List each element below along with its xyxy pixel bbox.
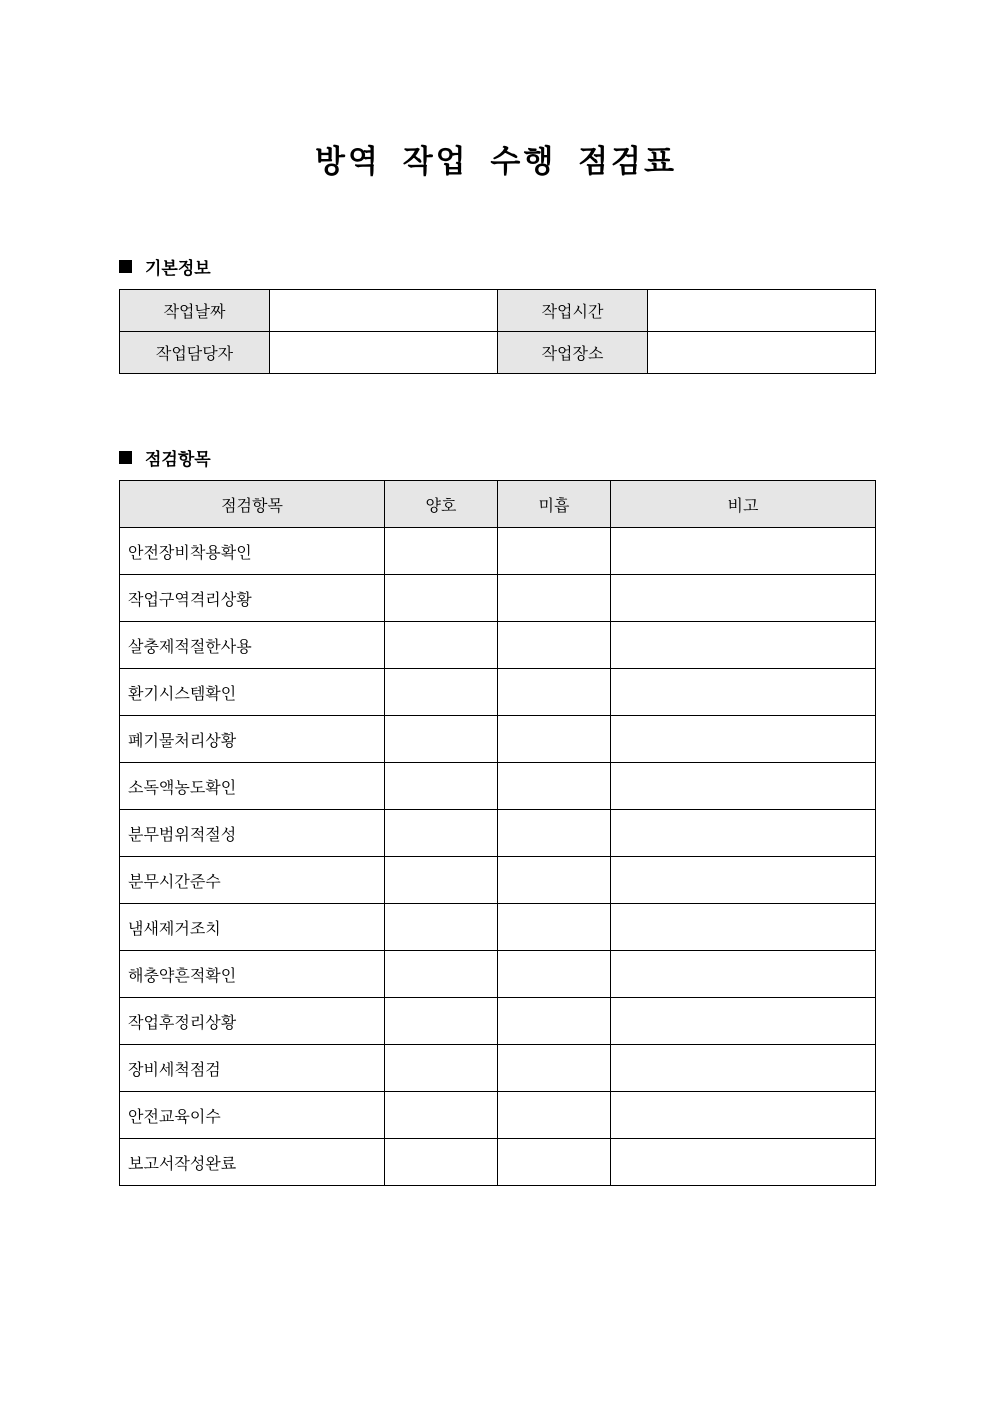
table-row	[120, 1045, 876, 1092]
check-item-label: 보고서작성완료	[120, 1139, 385, 1186]
table-row	[120, 1139, 876, 1186]
note-cell[interactable]	[611, 904, 876, 951]
check-item-label: 장비세척점검	[120, 1045, 385, 1092]
table-row	[120, 575, 876, 622]
note-cell[interactable]	[611, 810, 876, 857]
note-cell[interactable]	[611, 669, 876, 716]
note-cell[interactable]	[611, 763, 876, 810]
table-row	[120, 528, 876, 575]
page-title: 방역 작업 수행 점검표	[315, 144, 677, 180]
poor-check-cell[interactable]	[498, 1139, 611, 1186]
section-heading-label: 점검항목	[145, 450, 211, 470]
note-cell[interactable]	[611, 528, 876, 575]
note-cell[interactable]	[611, 1092, 876, 1139]
poor-check-cell[interactable]	[498, 763, 611, 810]
check-item-label: 환기시스템확인	[120, 669, 385, 716]
good-check-cell[interactable]	[385, 951, 498, 998]
note-cell[interactable]	[611, 1045, 876, 1092]
work-place-label: 작업장소	[498, 332, 648, 374]
note-cell[interactable]	[611, 1139, 876, 1186]
good-check-cell[interactable]	[385, 575, 498, 622]
good-check-cell[interactable]	[385, 763, 498, 810]
table-row	[120, 904, 876, 951]
check-item-label: 냄새제거조치	[120, 904, 385, 951]
good-check-cell[interactable]	[385, 716, 498, 763]
header-note: 비고	[611, 481, 876, 528]
poor-check-cell[interactable]	[498, 951, 611, 998]
good-check-cell[interactable]	[385, 857, 498, 904]
check-item-label: 안전장비착용확인	[120, 528, 385, 575]
poor-check-cell[interactable]	[498, 857, 611, 904]
header-good: 양호	[385, 481, 498, 528]
poor-check-cell[interactable]	[498, 575, 611, 622]
good-check-cell[interactable]	[385, 1045, 498, 1092]
check-item-label: 작업구역격리상황	[120, 575, 385, 622]
table-row	[120, 290, 876, 332]
poor-check-cell[interactable]	[498, 716, 611, 763]
good-check-cell[interactable]	[385, 669, 498, 716]
good-check-cell[interactable]	[385, 810, 498, 857]
check-item-label: 작업후정리상황	[120, 998, 385, 1045]
worker-label: 작업담당자	[120, 332, 270, 374]
section-heading-label: 기본정보	[145, 259, 211, 279]
poor-check-cell[interactable]	[498, 904, 611, 951]
table-header-row	[120, 481, 876, 528]
work-place-field[interactable]	[648, 332, 876, 374]
work-time-field[interactable]	[648, 290, 876, 332]
poor-check-cell[interactable]	[498, 1045, 611, 1092]
table-row	[120, 622, 876, 669]
work-date-label: 작업날짜	[120, 290, 270, 332]
check-item-label: 살충제적절한사용	[120, 622, 385, 669]
check-item-label: 분무범위적절성	[120, 810, 385, 857]
good-check-cell[interactable]	[385, 904, 498, 951]
square-bullet-icon	[119, 260, 132, 273]
checklist-table	[119, 480, 876, 1186]
good-check-cell[interactable]	[385, 998, 498, 1045]
work-date-field[interactable]	[270, 290, 498, 332]
table-row	[120, 998, 876, 1045]
header-item: 점검항목	[120, 481, 385, 528]
good-check-cell[interactable]	[385, 528, 498, 575]
table-row	[120, 1092, 876, 1139]
check-item-label: 분무시간준수	[120, 857, 385, 904]
header-poor: 미흡	[498, 481, 611, 528]
poor-check-cell[interactable]	[498, 669, 611, 716]
check-item-label: 안전교육이수	[120, 1092, 385, 1139]
check-item-label: 소독액농도확인	[120, 763, 385, 810]
poor-check-cell[interactable]	[498, 528, 611, 575]
section-heading-check-items	[119, 445, 211, 470]
table-row	[120, 763, 876, 810]
check-item-label: 폐기물처리상황	[120, 716, 385, 763]
note-cell[interactable]	[611, 857, 876, 904]
poor-check-cell[interactable]	[498, 1092, 611, 1139]
table-row	[120, 810, 876, 857]
good-check-cell[interactable]	[385, 1139, 498, 1186]
table-row	[120, 716, 876, 763]
table-row	[120, 669, 876, 716]
note-cell[interactable]	[611, 998, 876, 1045]
note-cell[interactable]	[611, 951, 876, 998]
table-row	[120, 951, 876, 998]
section-heading-basic-info	[119, 254, 211, 279]
note-cell[interactable]	[611, 716, 876, 763]
worker-field[interactable]	[270, 332, 498, 374]
table-row	[120, 332, 876, 374]
basic-info-table	[119, 289, 876, 374]
poor-check-cell[interactable]	[498, 998, 611, 1045]
work-time-label: 작업시간	[498, 290, 648, 332]
good-check-cell[interactable]	[385, 1092, 498, 1139]
note-cell[interactable]	[611, 622, 876, 669]
check-item-label: 해충약흔적확인	[120, 951, 385, 998]
poor-check-cell[interactable]	[498, 622, 611, 669]
note-cell[interactable]	[611, 575, 876, 622]
table-row	[120, 857, 876, 904]
poor-check-cell[interactable]	[498, 810, 611, 857]
square-bullet-icon	[119, 451, 132, 464]
good-check-cell[interactable]	[385, 622, 498, 669]
